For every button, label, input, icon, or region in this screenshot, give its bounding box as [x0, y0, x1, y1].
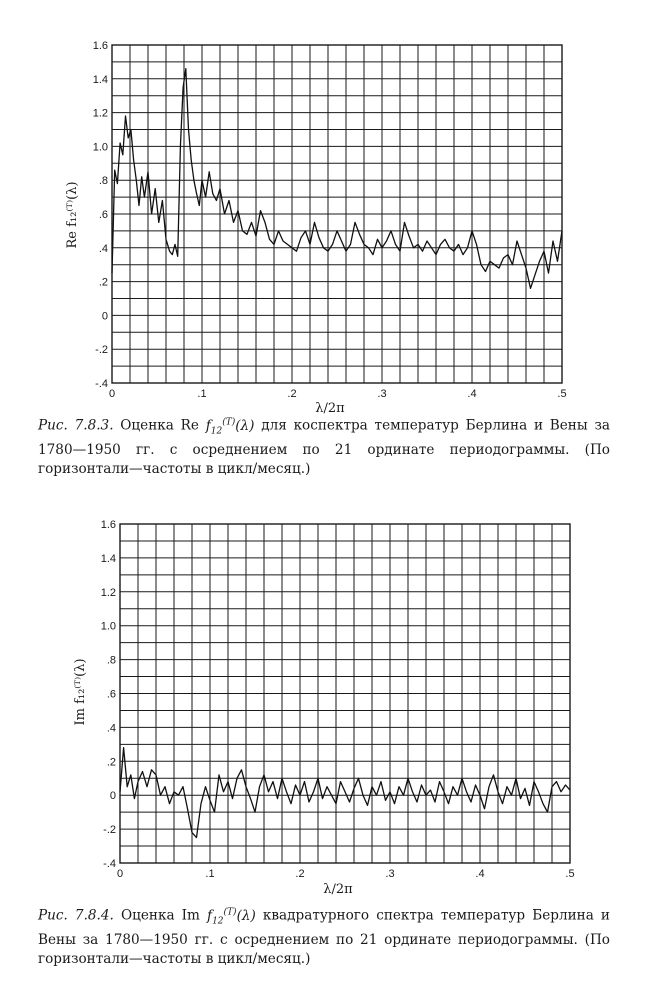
y-tick-label: .4	[106, 722, 116, 735]
y-tick-label: 1.2	[100, 586, 116, 599]
caption-text: для коспектра температур Берлина и Вены за 1780—1950 гг. с осреднением по 21 ординате периодограммы. (По горизонтали—частоты в цикл/месяц.)	[38, 417, 610, 478]
y-tick-label: .6	[98, 209, 108, 221]
y-tick-label: -.2	[95, 344, 108, 357]
x-tick-label: .5	[557, 388, 567, 400]
grid-layer	[112, 45, 562, 383]
caption-prefix: Оценка Re	[120, 417, 199, 434]
x-tick-label: 0	[108, 388, 116, 400]
y-axis-label: Re f₁₂⁽ᵀ⁾(λ)	[65, 181, 80, 249]
series-line	[112, 69, 562, 289]
x-axis-label: λ/2π	[315, 401, 345, 416]
y-tick-label: -.4	[95, 378, 108, 390]
chart-im-quadrature-spectrum	[0, 500, 650, 920]
x-tick-label: .3	[385, 868, 395, 880]
figure-caption-7-8-4	[38, 903, 610, 969]
y-tick-layer	[93, 40, 108, 390]
caption-prefix: Оценка Im	[120, 907, 200, 924]
y-tick-label: 1.0	[92, 141, 108, 154]
y-tick-label: .2	[106, 756, 116, 769]
y-tick-label: 1.4	[100, 552, 116, 565]
caption-symbol: $f_{12}^{(T)}(\lambda)$	[205, 417, 255, 437]
y-tick-label: 0	[101, 310, 108, 323]
figure-caption-7-8-3	[38, 413, 610, 479]
y-tick-label: -.4	[103, 858, 116, 870]
x-tick-label: 0	[116, 868, 124, 880]
x-tick-label: .5	[565, 868, 575, 880]
x-tick-label: .1	[205, 868, 215, 880]
x-tick-label: .2	[287, 388, 297, 400]
y-tick-label: 0	[109, 790, 116, 803]
y-tick-label: .2	[98, 276, 108, 289]
x-tick-label: .1	[197, 388, 207, 400]
x-axis-label: λ/2π	[323, 882, 353, 897]
y-tick-label: -.2	[103, 824, 116, 837]
series-layer	[112, 69, 562, 289]
x-tick-layer	[109, 388, 567, 400]
y-tick-label: .6	[106, 688, 116, 701]
caption-fig-number: Рис. 7.8.4.	[38, 907, 114, 924]
x-tick-label: .4	[467, 388, 477, 400]
x-tick-layer	[117, 868, 575, 880]
y-tick-label: 1.4	[92, 73, 108, 86]
x-tick-label: .3	[377, 388, 387, 400]
y-tick-label: 1.0	[100, 620, 116, 633]
chart-re-cospectrum	[0, 0, 650, 420]
caption-fig-number: Рис. 7.8.3.	[38, 417, 114, 434]
x-tick-label: .2	[295, 868, 305, 880]
y-tick-layer	[101, 519, 116, 870]
y-tick-label: 1.6	[92, 40, 108, 52]
y-tick-label: .4	[98, 242, 108, 255]
caption-symbol: $f_{12}^{(T)}(\lambda)$	[207, 907, 256, 927]
y-tick-label: 1.6	[100, 519, 116, 531]
caption-text: квадратурного спектра температур Берлина и Вены за 1780—1950 гг. с осреднением по 21 ординате периодограммы. (По горизонтали—частоты в цикл/месяц.)	[38, 907, 610, 968]
y-axis-label: Im f₁₂⁽ᵀ⁾(λ)	[73, 658, 88, 726]
y-tick-label: 1.2	[92, 107, 108, 120]
y-tick-label: .8	[106, 654, 116, 667]
x-tick-label: .4	[475, 868, 485, 880]
y-tick-label: .8	[98, 175, 108, 188]
